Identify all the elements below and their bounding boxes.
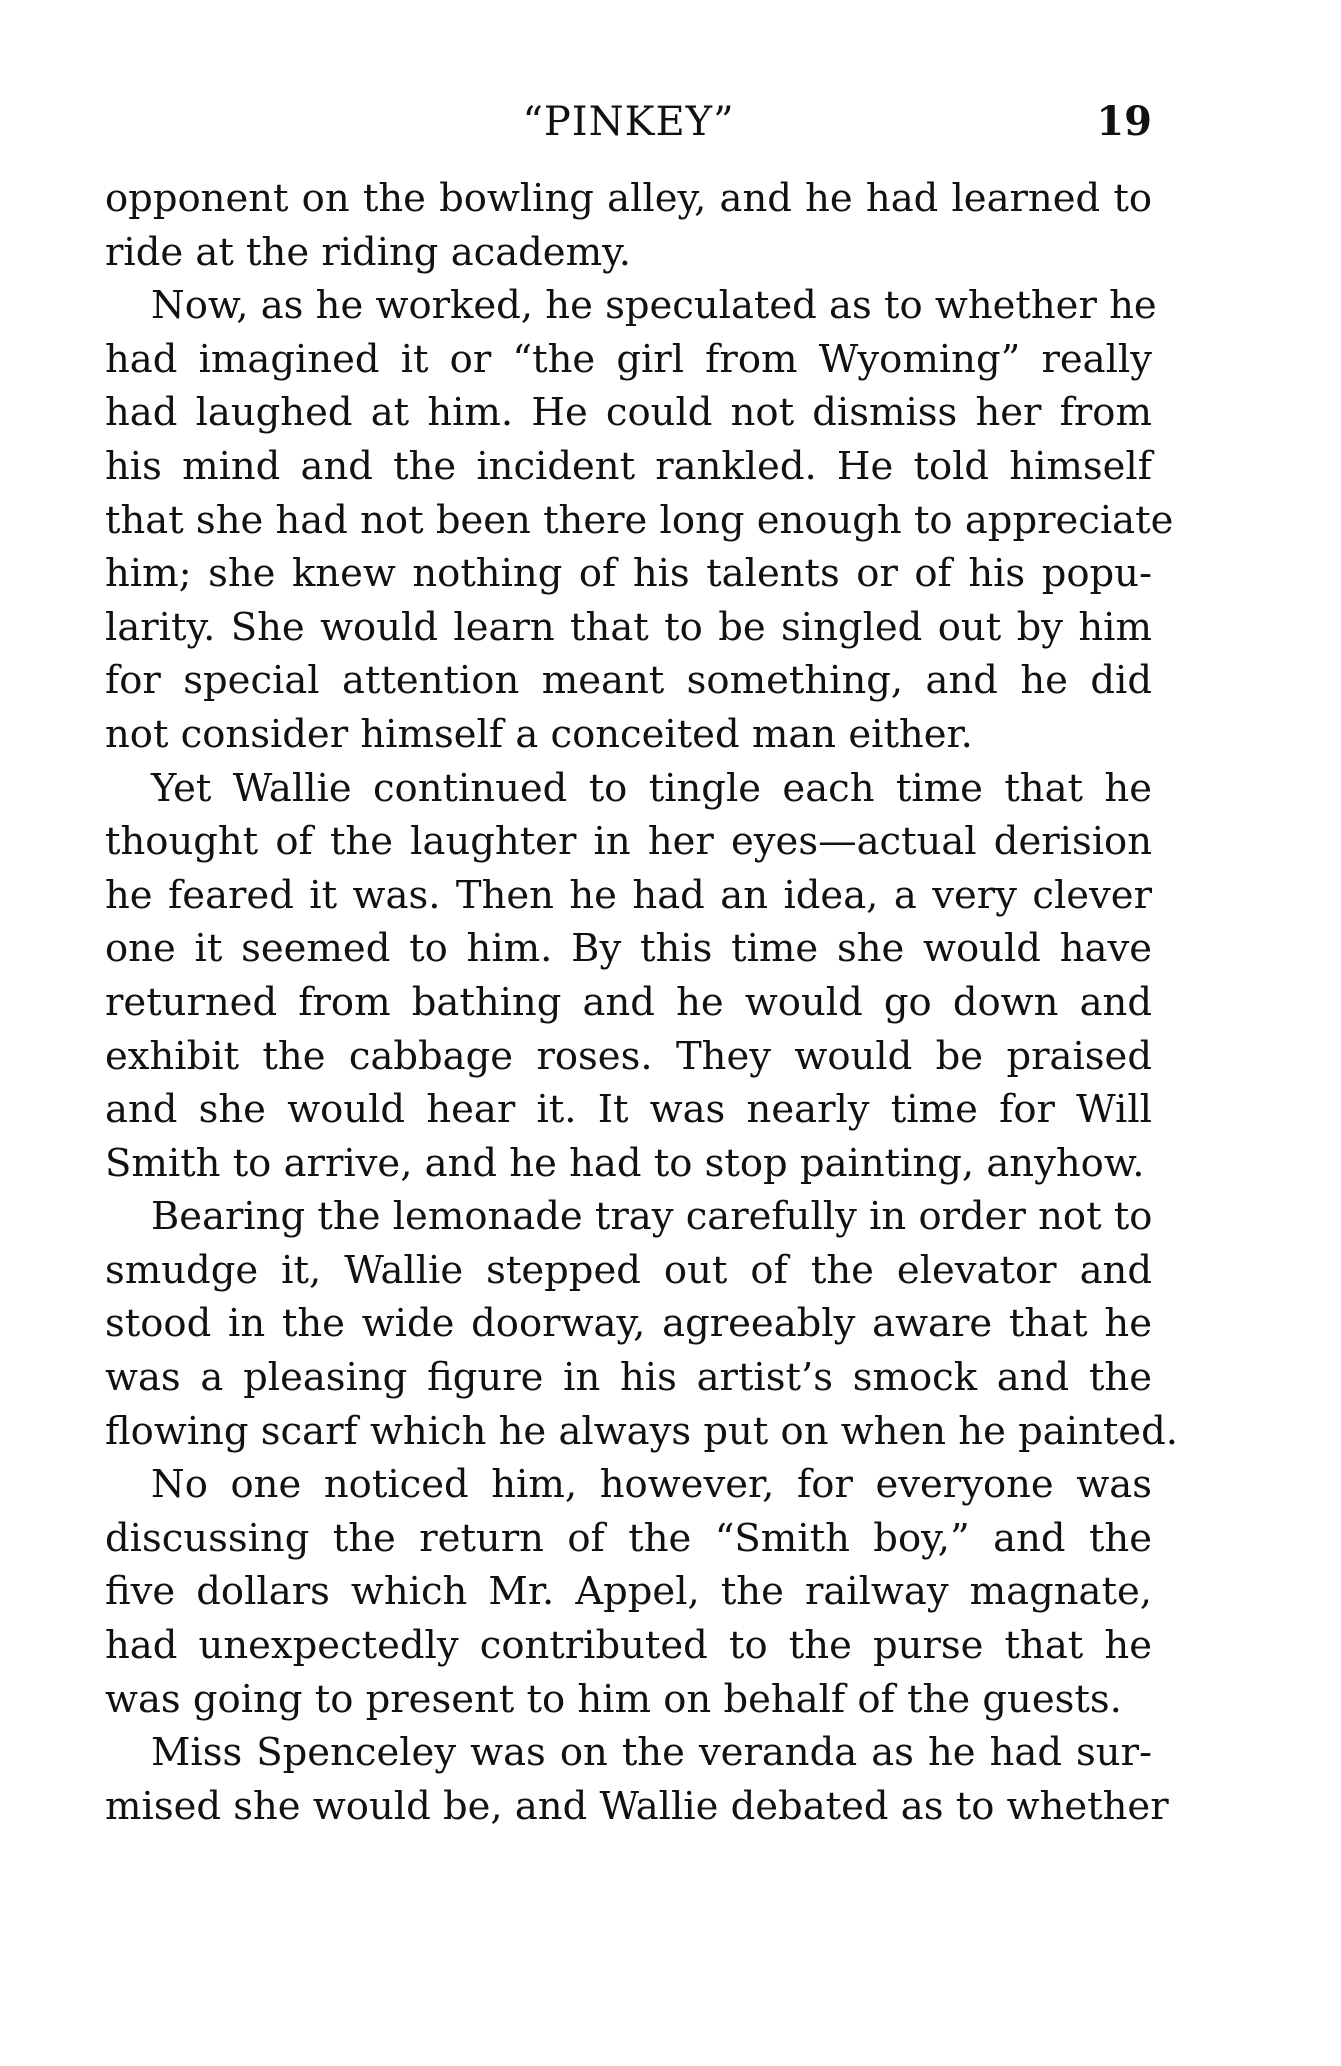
body-text [105, 172, 1178, 1833]
text-line: mised she would be, and Wallie debated as to whether [105, 1783, 1169, 1829]
text-line: not consider himself a conceited man either. [105, 711, 973, 757]
text-line: was a pleasing figure in his artist’s smock and the [105, 1355, 1152, 1401]
text-line: smudge it, Wallie stepped out of the elevator and [105, 1247, 1152, 1293]
text-line: had laughed at him. He could not dismiss her from [105, 390, 1152, 436]
text-line: Yet Wallie continued to tingle each time that he [151, 765, 1152, 811]
text-line: flowing scarf which he always put on when he painted. [105, 1408, 1178, 1454]
text-line: one it seemed to him. By this time she would have [105, 926, 1152, 972]
text-line: ride at the riding academy. [105, 229, 631, 275]
text-line: discussing the return of the “Smith boy,” and the [105, 1515, 1152, 1561]
page-number: 19 [1096, 98, 1152, 145]
text-line: he feared it was. Then he had an idea, a very clever [105, 872, 1152, 918]
text-line: his mind and the incident rankled. He told himself [105, 443, 1152, 489]
text-line: Miss Spenceley was on the veranda as he had sur- [151, 1730, 1152, 1776]
text-line: for special attention meant something, and he did [105, 658, 1152, 704]
text-line: him; she knew nothing of his talents or of his popu- [105, 551, 1152, 597]
text-line: and she would hear it. It was nearly time for Will [105, 1087, 1152, 1133]
text-line: had unexpectedly contributed to the purse that he [105, 1623, 1152, 1669]
text-line: stood in the wide doorway, agreeably aware that he [105, 1301, 1152, 1347]
text-line: Smith to arrive, and he had to stop painting, anyhow. [105, 1140, 1145, 1186]
text-line: opponent on the bowling alley, and he had learned to [105, 176, 1152, 221]
text-line: returned from bathing and he would go down and [105, 979, 1152, 1025]
text-line: No one noticed him, however, for everyone was [151, 1462, 1152, 1508]
text-line: Now, as he worked, he speculated as to whether he [151, 283, 1157, 329]
text-line: that she had not been there long enough to appreciate [105, 497, 1174, 543]
running-title: “PINKEY” [522, 99, 735, 145]
text-line: larity. She would learn that to be singled out by him [105, 604, 1152, 650]
text-line: exhibit the cabbage roses. They would be praised [105, 1033, 1152, 1079]
text-line: was going to present to him on behalf of the guests. [105, 1676, 1122, 1722]
text-line: Bearing the lemonade tray carefully in order not to [151, 1194, 1153, 1240]
running-header [105, 92, 1152, 152]
text-line: had imagined it or “the girl from Wyoming” really [105, 336, 1152, 382]
text-line: thought of the laughter in her eyes—actual derision [105, 819, 1152, 865]
text-line: five dollars which Mr. Appel, the railway magnate, [105, 1569, 1152, 1615]
